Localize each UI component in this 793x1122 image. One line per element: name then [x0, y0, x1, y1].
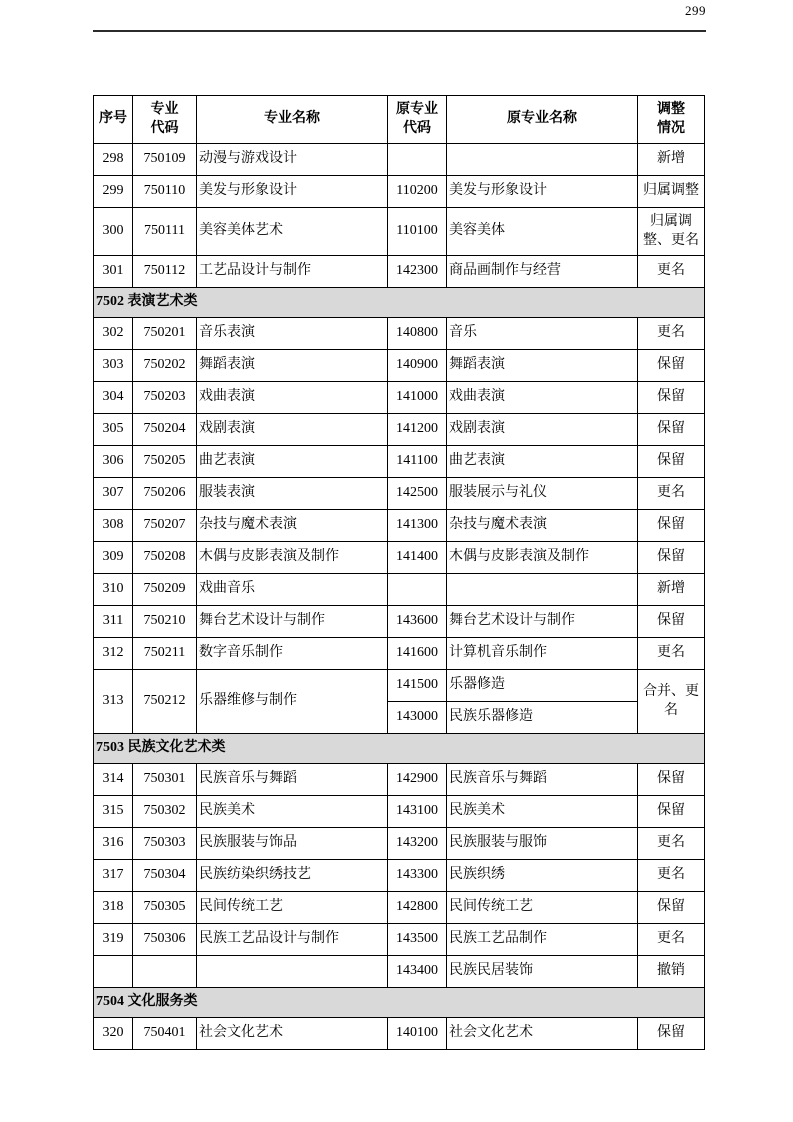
cell-seq-no: 313	[94, 670, 133, 734]
cell-seq-no: 305	[94, 414, 133, 446]
cell-old-major-name: 舞台艺术设计与制作	[447, 606, 638, 638]
table-row	[94, 670, 705, 702]
cell-adjust-status: 更名	[638, 478, 705, 510]
table-row	[94, 860, 705, 892]
cell-major-name: 曲艺表演	[197, 446, 388, 478]
cell-adjust-status: 归属调整、更名	[638, 208, 705, 256]
column-header-old-major-name: 原专业名称	[447, 96, 638, 144]
cell-old-major-code: 110200	[388, 176, 447, 208]
cell-old-major-code: 141000	[388, 382, 447, 414]
cell-seq-no: 304	[94, 382, 133, 414]
cell-adjust-status: 保留	[638, 796, 705, 828]
cell-major-code: 750301	[133, 764, 197, 796]
cell-seq-no: 319	[94, 924, 133, 956]
cell-old-major-code: 110100	[388, 208, 447, 256]
cell-old-major-code: 143400	[388, 956, 447, 988]
cell-adjust-status: 保留	[638, 542, 705, 574]
cell-old-major-code: 142800	[388, 892, 447, 924]
cell-old-major-code: 143500	[388, 924, 447, 956]
cell-adjust-status: 保留	[638, 350, 705, 382]
cell-old-major-name: 民族音乐与舞蹈	[447, 764, 638, 796]
cell-old-major-code: 142300	[388, 256, 447, 288]
cell-old-major-code: 143300	[388, 860, 447, 892]
cell-old-major-name: 民族美术	[447, 796, 638, 828]
cell-major-name: 戏剧表演	[197, 414, 388, 446]
cell-major-code: 750207	[133, 510, 197, 542]
cell-major-name: 民族音乐与舞蹈	[197, 764, 388, 796]
cell-seq-no: 306	[94, 446, 133, 478]
table-row	[94, 892, 705, 924]
cell-adjust-status: 更名	[638, 828, 705, 860]
cell-major-name: 社会文化艺术	[197, 1018, 388, 1050]
cell-major-name: 木偶与皮影表演及制作	[197, 542, 388, 574]
cell-major-code: 750205	[133, 446, 197, 478]
cell-adjust-status: 保留	[638, 382, 705, 414]
table-row	[94, 574, 705, 606]
cell-major-name	[197, 956, 388, 988]
cell-old-major-name: 美容美体	[447, 208, 638, 256]
cell-major-name: 舞蹈表演	[197, 350, 388, 382]
table-row	[94, 764, 705, 796]
cell-seq-no: 315	[94, 796, 133, 828]
table-row	[94, 446, 705, 478]
cell-adjust-status: 保留	[638, 764, 705, 796]
cell-major-name: 民族纺染织绣技艺	[197, 860, 388, 892]
cell-seq-no: 300	[94, 208, 133, 256]
header-rule	[93, 30, 706, 32]
column-header-seq-no: 序号	[94, 96, 133, 144]
cell-old-major-code: 141200	[388, 414, 447, 446]
cell-seq-no: 298	[94, 144, 133, 176]
cell-major-code: 750209	[133, 574, 197, 606]
cell-old-major-name: 美发与形象设计	[447, 176, 638, 208]
cell-adjust-status: 撤销	[638, 956, 705, 988]
section-row	[94, 288, 705, 318]
cell-seq-no: 314	[94, 764, 133, 796]
cell-old-major-name: 民族工艺品制作	[447, 924, 638, 956]
cell-old-major-name: 曲艺表演	[447, 446, 638, 478]
cell-adjust-status: 保留	[638, 1018, 705, 1050]
table-row	[94, 796, 705, 828]
cell-adjust-status: 保留	[638, 414, 705, 446]
cell-old-major-name: 木偶与皮影表演及制作	[447, 542, 638, 574]
cell-old-major-code: 142900	[388, 764, 447, 796]
header-row	[94, 96, 705, 144]
cell-major-code: 750212	[133, 670, 197, 734]
cell-major-code: 750112	[133, 256, 197, 288]
section-label: 7504 文化服务类	[94, 988, 705, 1018]
cell-old-major-name: 民族织绣	[447, 860, 638, 892]
cell-major-code: 750206	[133, 478, 197, 510]
column-header-adjust-status: 调整 情况	[638, 96, 705, 144]
cell-major-code: 750210	[133, 606, 197, 638]
cell-old-major-name: 计算机音乐制作	[447, 638, 638, 670]
cell-old-major-code: 143100	[388, 796, 447, 828]
cell-old-major-name: 戏剧表演	[447, 414, 638, 446]
cell-seq-no: 311	[94, 606, 133, 638]
table-row	[94, 542, 705, 574]
cell-major-code: 750304	[133, 860, 197, 892]
cell-major-code: 750306	[133, 924, 197, 956]
table-row	[94, 208, 705, 256]
table-row	[94, 318, 705, 350]
cell-major-code: 750111	[133, 208, 197, 256]
cell-major-name: 工艺品设计与制作	[197, 256, 388, 288]
table-row	[94, 638, 705, 670]
cell-major-code: 750401	[133, 1018, 197, 1050]
cell-major-name: 戏曲表演	[197, 382, 388, 414]
cell-major-name: 戏曲音乐	[197, 574, 388, 606]
cell-major-name: 美容美体艺术	[197, 208, 388, 256]
cell-seq-no: 316	[94, 828, 133, 860]
cell-adjust-status: 保留	[638, 892, 705, 924]
cell-seq-no: 307	[94, 478, 133, 510]
cell-major-code	[133, 956, 197, 988]
cell-major-code: 750109	[133, 144, 197, 176]
cell-adjust-status: 归属调整	[638, 176, 705, 208]
cell-major-name: 动漫与游戏设计	[197, 144, 388, 176]
table-row	[94, 924, 705, 956]
table-row	[94, 828, 705, 860]
column-header-major-name: 专业名称	[197, 96, 388, 144]
cell-seq-no: 302	[94, 318, 133, 350]
cell-seq-no: 309	[94, 542, 133, 574]
column-header-old-major-code: 原专业 代码	[388, 96, 447, 144]
cell-adjust-status: 更名	[638, 638, 705, 670]
cell-old-major-name	[447, 144, 638, 176]
cell-major-name: 数字音乐制作	[197, 638, 388, 670]
table-row	[94, 606, 705, 638]
cell-major-code: 750204	[133, 414, 197, 446]
cell-old-major-name	[447, 574, 638, 606]
cell-old-major-name: 服装展示与礼仪	[447, 478, 638, 510]
cell-major-code: 750201	[133, 318, 197, 350]
cell-old-major-code: 141100	[388, 446, 447, 478]
cell-major-name: 民间传统工艺	[197, 892, 388, 924]
section-label: 7503 民族文化艺术类	[94, 734, 705, 764]
section-label: 7502 表演艺术类	[94, 288, 705, 318]
cell-old-major-code: 141400	[388, 542, 447, 574]
cell-major-name: 民族服装与饰品	[197, 828, 388, 860]
cell-seq-no	[94, 956, 133, 988]
cell-old-major-code: 141300	[388, 510, 447, 542]
cell-seq-no: 308	[94, 510, 133, 542]
cell-old-major-code: 141600	[388, 638, 447, 670]
table-row	[94, 176, 705, 208]
table-row	[94, 350, 705, 382]
table-row	[94, 956, 705, 988]
cell-major-name: 美发与形象设计	[197, 176, 388, 208]
cell-major-name: 音乐表演	[197, 318, 388, 350]
column-header-major-code: 专业 代码	[133, 96, 197, 144]
cell-seq-no: 299	[94, 176, 133, 208]
cell-old-major-name: 商品画制作与经营	[447, 256, 638, 288]
table-head	[94, 96, 705, 144]
cell-old-major-code: 140900	[388, 350, 447, 382]
cell-major-name: 舞台艺术设计与制作	[197, 606, 388, 638]
cell-adjust-status: 新增	[638, 144, 705, 176]
cell-seq-no: 318	[94, 892, 133, 924]
cell-major-name: 乐器维修与制作	[197, 670, 388, 734]
cell-adjust-status: 更名	[638, 318, 705, 350]
majors-adjustment-table	[93, 95, 705, 1050]
table-row	[94, 256, 705, 288]
section-row	[94, 734, 705, 764]
cell-seq-no: 317	[94, 860, 133, 892]
cell-old-major-name: 舞蹈表演	[447, 350, 638, 382]
cell-old-major-code	[388, 144, 447, 176]
cell-old-major-code: 143200	[388, 828, 447, 860]
cell-old-major-name: 戏曲表演	[447, 382, 638, 414]
cell-old-major-name: 杂技与魔术表演	[447, 510, 638, 542]
cell-seq-no: 310	[94, 574, 133, 606]
cell-major-code: 750211	[133, 638, 197, 670]
cell-major-name: 民族工艺品设计与制作	[197, 924, 388, 956]
cell-adjust-status: 更名	[638, 256, 705, 288]
section-row	[94, 988, 705, 1018]
table-row	[94, 510, 705, 542]
cell-old-major-name: 民族民居装饰	[447, 956, 638, 988]
cell-adjust-status: 更名	[638, 924, 705, 956]
cell-major-name: 服装表演	[197, 478, 388, 510]
cell-adjust-status: 合并、更名	[638, 670, 705, 734]
cell-major-name: 民族美术	[197, 796, 388, 828]
cell-adjust-status: 保留	[638, 510, 705, 542]
cell-old-major-code	[388, 574, 447, 606]
cell-major-code: 750110	[133, 176, 197, 208]
table-row	[94, 478, 705, 510]
cell-major-code: 750203	[133, 382, 197, 414]
cell-old-major-code: 140800	[388, 318, 447, 350]
cell-old-major-code: 141500	[388, 670, 447, 702]
cell-old-major-name: 民族乐器修造	[447, 702, 638, 734]
cell-major-code: 750202	[133, 350, 197, 382]
cell-seq-no: 312	[94, 638, 133, 670]
cell-old-major-name: 民间传统工艺	[447, 892, 638, 924]
cell-major-code: 750208	[133, 542, 197, 574]
page-number: 299	[685, 3, 706, 18]
cell-seq-no: 303	[94, 350, 133, 382]
cell-major-code: 750302	[133, 796, 197, 828]
cell-old-major-code: 143000	[388, 702, 447, 734]
table-row	[94, 382, 705, 414]
cell-old-major-code: 142500	[388, 478, 447, 510]
table-body	[94, 144, 705, 1050]
cell-old-major-name: 乐器修造	[447, 670, 638, 702]
cell-major-name: 杂技与魔术表演	[197, 510, 388, 542]
cell-major-code: 750305	[133, 892, 197, 924]
table-row	[94, 144, 705, 176]
cell-old-major-name: 民族服装与服饰	[447, 828, 638, 860]
cell-adjust-status: 新增	[638, 574, 705, 606]
table-row	[94, 1018, 705, 1050]
cell-old-major-name: 社会文化艺术	[447, 1018, 638, 1050]
cell-major-code: 750303	[133, 828, 197, 860]
table-row	[94, 414, 705, 446]
cell-adjust-status: 保留	[638, 446, 705, 478]
cell-adjust-status: 保留	[638, 606, 705, 638]
cell-old-major-name: 音乐	[447, 318, 638, 350]
cell-adjust-status: 更名	[638, 860, 705, 892]
cell-old-major-code: 140100	[388, 1018, 447, 1050]
cell-old-major-code: 143600	[388, 606, 447, 638]
cell-seq-no: 301	[94, 256, 133, 288]
cell-seq-no: 320	[94, 1018, 133, 1050]
